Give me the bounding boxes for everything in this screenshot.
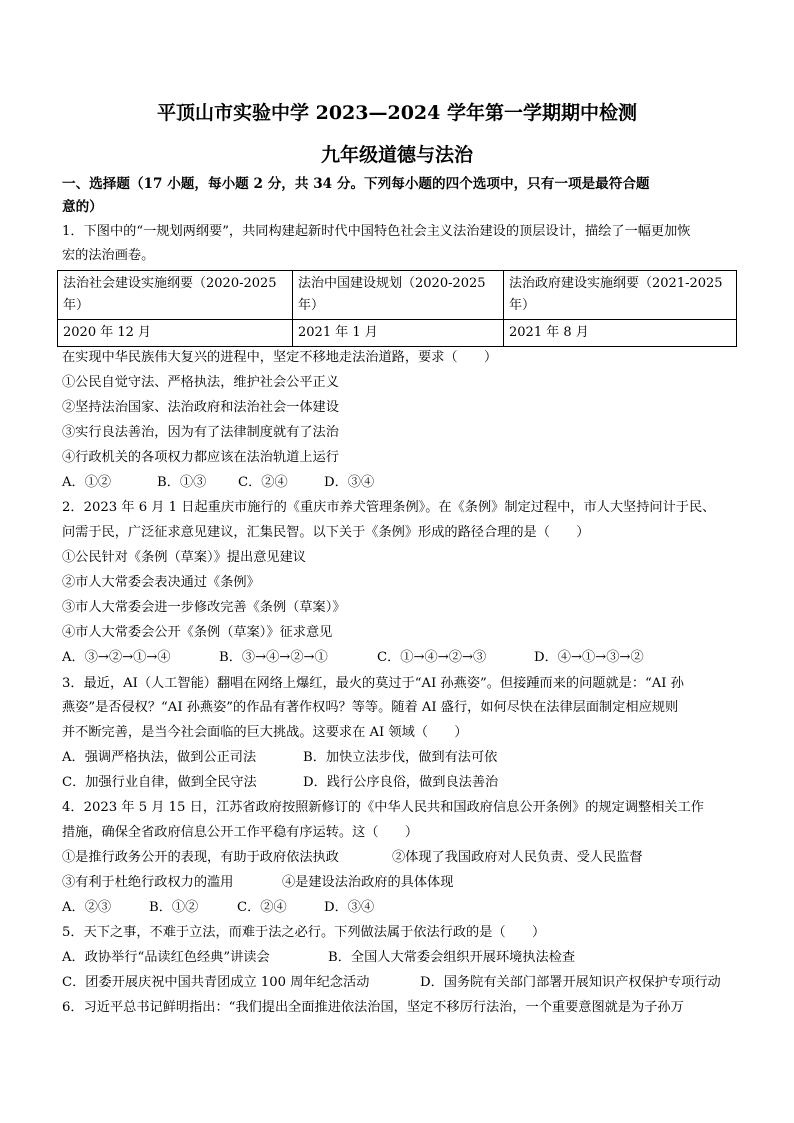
q1-ask: 在实现中华民族伟大复兴的进程中，坚定不移地走法治道路，要求（ ） xyxy=(62,350,498,365)
table-cell: 2021 年 8 月 xyxy=(504,320,737,347)
q1-item: ③实行良法善治，因为有了法律制度就有了法治 xyxy=(62,425,339,440)
q3-option-a[interactable]: A．强调严格执法，做到公正司法 xyxy=(62,750,257,765)
table-cell: 2020 年 12 月 xyxy=(58,320,293,347)
q4-stem: 4．2023 年 5 月 15 日，江苏省政府按照新修订的《中华人民共和国政府信息公开条例》的规定调整相关工作 xyxy=(62,800,704,815)
q2-item: ①公民针对《条例（草案）》提出意见建议 xyxy=(62,550,306,565)
q2-item: ④市人大常委会公开《条例（草案）》征求意见 xyxy=(62,625,333,640)
q4-option-d[interactable]: D．③④ xyxy=(324,900,375,915)
q2-item: ③市人大常委会进一步修改完善《条例（草案）》 xyxy=(62,600,346,615)
q4-item: ①是推行政务公开的表现，有助于政府依法执政 xyxy=(62,850,339,865)
q4-option-b[interactable]: B．①② xyxy=(149,900,199,915)
q4-item: ④是建设法治政府的具体体现 xyxy=(282,875,454,890)
q4-item: ②体现了我国政府对人民负责、受人民监督 xyxy=(392,850,643,865)
q1-option-b[interactable]: B．①③ xyxy=(157,475,207,490)
table-cell: 法治中国建设规划（2020-2025 年） xyxy=(293,271,504,320)
exam-title: 平顶山市实验中学 2023—2024 学年第一学期期中检测 xyxy=(157,102,637,124)
table-cell: 2021 年 1 月 xyxy=(293,320,504,347)
q2-stem: 2．2023 年 6 月 1 日起重庆市施行的《重庆市养犬管理条例》。在《条例》制定过程中，市人大坚持问计于民、 xyxy=(62,500,716,515)
q3-option-d[interactable]: D．践行公序良俗，做到良法善治 xyxy=(303,775,499,790)
q4-option-c[interactable]: C．②④ xyxy=(237,900,287,915)
table-cell: 法治政府建设实施纲要（2021-2025 年） xyxy=(504,271,737,320)
q1-item: ①公民自觉守法、严格执法，维护社会公平正义 xyxy=(62,375,339,390)
q4-item: ③有利于杜绝行政权力的滥用 xyxy=(62,875,234,890)
q5-option-b[interactable]: B．全国人大常委会组织开展环境执法检查 xyxy=(328,950,576,965)
q2-option-a[interactable]: A．③→②→①→④ xyxy=(62,650,171,665)
table-row xyxy=(58,271,737,320)
q2-stem-cont: 问需于民，广泛征求意见建议，汇集民智。以下关于《条例》形成的路径合理的是（ ） xyxy=(62,525,590,540)
q1-table xyxy=(57,270,737,347)
q2-item: ②市人大常委会表决通过《条例》 xyxy=(62,575,260,590)
section-heading: 一、选择题（17 小题，每小题 2 分，共 34 分。下列每小题的四个选项中，只有一项是最符合题 xyxy=(62,176,650,192)
q2-option-d[interactable]: D．④→①→③→② xyxy=(534,650,644,665)
q1-option-a[interactable]: A．①② xyxy=(62,475,112,490)
q3-option-b[interactable]: B．加快立法步伐，做到有法可依 xyxy=(303,750,498,765)
q5-option-c[interactable]: C．团委开展庆祝中国共青团成立 100 周年纪念活动 xyxy=(62,975,370,990)
q5-option-d[interactable]: D．国务院有关部门部署开展知识产权保护专项行动 xyxy=(420,975,721,990)
q4-stem-cont: 措施，确保全省政府信息公开工作平稳有序运转。这（ ） xyxy=(62,825,419,840)
q1-item: ④行政机关的各项权力都应该在法治轨道上运行 xyxy=(62,450,339,465)
q3-stem: 3．最近，AI（人工智能）翻唱在网络上爆红，最火的莫过于“AI 孙燕姿”。但接踵而来的问题就是：“AI 孙 xyxy=(62,676,684,691)
q1-option-d[interactable]: D．③④ xyxy=(324,475,375,490)
q1-option-c[interactable]: C．②④ xyxy=(238,475,288,490)
exam-subject: 九年级道德与法治 xyxy=(320,144,473,166)
q5-option-a[interactable]: A．政协举行“品读红色经典”讲读会 xyxy=(62,950,270,965)
table-row xyxy=(58,320,737,347)
section-heading-cont: 意的） xyxy=(62,199,103,215)
q1-stem: 1．下图中的“一规划两纲要”，共同构建起新时代中国特色社会主义法治建设的顶层设计，描绘了一幅更加恢 xyxy=(62,224,691,239)
q3-option-c[interactable]: C．加强行业自律，做到全民守法 xyxy=(62,775,257,790)
table-cell: 法治社会建设实施纲要（2020-2025 年） xyxy=(58,271,293,320)
q3-stem-cont: 燕姿”是否侵权？“AI 孙燕姿”的作品有著作权吗？等等。随着 AI 盛行，如何尽快在法律层面制定相应规则 xyxy=(62,700,679,715)
q2-option-b[interactable]: B．③→④→②→① xyxy=(219,650,328,665)
q5-stem: 5．天下之事，不难于立法，而难于法之必行。下列做法属于依法行政的是（ ） xyxy=(62,925,546,940)
q4-option-a[interactable]: A．②③ xyxy=(62,900,112,915)
q3-stem-cont: 并不断完善，是当今社会面临的巨大挑战。这要求在 AI 领域（ ） xyxy=(62,725,468,740)
q1-item: ②坚持法治国家、法治政府和法治社会一体建设 xyxy=(62,400,339,415)
q1-stem-cont: 宏的法治画卷。 xyxy=(62,248,155,263)
q2-option-c[interactable]: C．①→④→②→③ xyxy=(377,650,487,665)
q6-stem: 6．习近平总书记鲜明指出：“我们提出全面推进依法治国，坚定不移厉行法治，一个重要意图就是为子孙万 xyxy=(62,1000,684,1015)
